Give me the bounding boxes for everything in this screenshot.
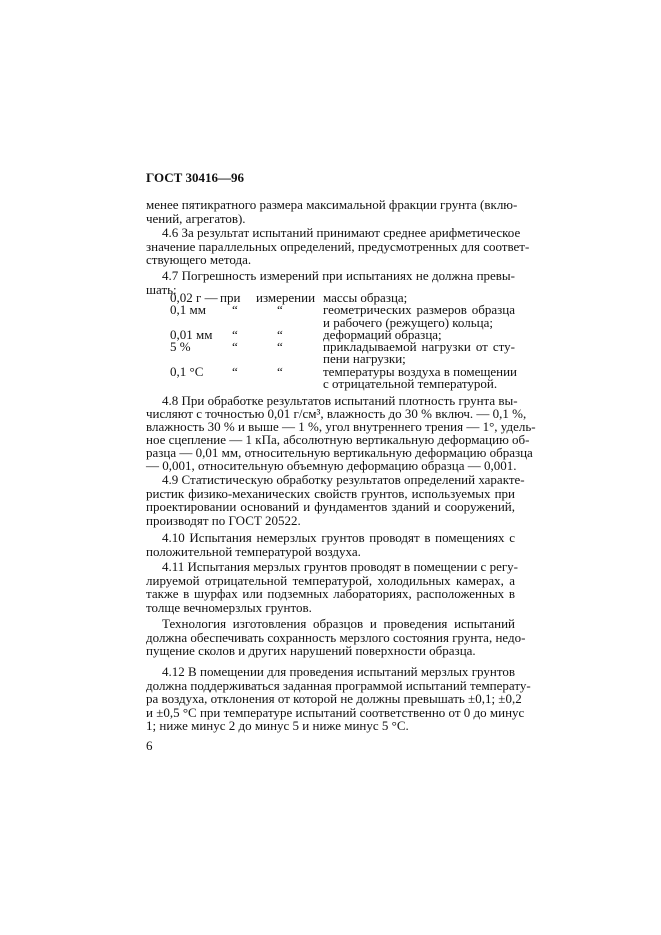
cell-pri: “ — [232, 363, 238, 379]
paragraph-4-8 — [146, 393, 536, 473]
paragraph-4-6 — [146, 225, 530, 268]
cell-pri: “ — [232, 326, 238, 342]
text-line: ристик физико-механических свойств грунтов, используемых при — [146, 485, 515, 501]
cell-value: 5 % — [170, 339, 191, 355]
cell-value: 0,02 г — — [170, 290, 218, 305]
page-number: 6 — [146, 738, 153, 753]
cell-pri: “ — [232, 339, 238, 355]
text-line: числяют с точностью 0,01 г/см³, влажность до 30 % включ. — 0,1 %, — [146, 406, 527, 421]
cell-izm: “ — [277, 326, 283, 342]
text-line: 4.8 При обработке результатов испытаний плотность грунта вы- — [162, 393, 518, 408]
text-line: Технология изготовления образцов и проведения испытаний — [162, 616, 515, 631]
text-line: ра воздуха, отклонения от которой не должны превышать ±0,1; ±0,2 — [146, 691, 522, 707]
cell-value: 0,1 °С — [170, 363, 204, 379]
text-line: шать: — [146, 281, 177, 297]
paragraph-tech — [146, 616, 526, 659]
text-line: ствующего метода. — [146, 252, 252, 268]
text-line: менее пятикратного размера максимальной фракции грунта (вклю- — [146, 197, 518, 212]
text-line: — 0,001, относительную объемную деформацию образца — 0,001. — [146, 458, 517, 473]
cell-izm: “ — [277, 363, 283, 379]
text-line: проектировании оснований и фундаментов зданий и сооружений, — [146, 499, 515, 515]
text-line: разца — 0,01 мм, относительную вертикальную деформацию образца — [146, 445, 533, 460]
cell-desc: и рабочего (режущего) кольца; — [323, 314, 494, 330]
cell-desc: пени нагрузки; — [323, 351, 406, 367]
cell-desc: геометрических размеров образца — [323, 302, 515, 318]
cell-desc: деформаций образца; — [323, 326, 442, 342]
cell-value: 0,1 мм — [170, 302, 206, 318]
text-line: чений, агрегатов). — [146, 210, 246, 226]
text-line: производят по ГОСТ 20522. — [146, 512, 301, 528]
paragraph-4-12 — [146, 664, 531, 734]
text-line: положительной температурой воздуха. — [146, 543, 361, 559]
text-line: толще вечномерзлых грунтов. — [146, 599, 312, 615]
text-line: 1; ниже минус 2 до минус 5 и ниже минус 5 °С. — [146, 718, 409, 734]
cell-desc: температуры воздуха в помещении — [323, 363, 517, 379]
text-line: 4.9 Статистическую обработку результатов определений характе- — [162, 472, 525, 487]
text-line: ное сцепление — 1 кПа, абсолютную вертикальную деформацию об- — [146, 432, 530, 447]
text-line: также в шурфах или подземных лабораториях, расположенных в — [146, 586, 515, 602]
cell-value: 0,01 мм — [170, 326, 213, 342]
text-line: влажность 30 % и выше — 1 %, угол внутреннего трения — 1°, удель- — [146, 419, 536, 434]
text-line: 4.7 Погрешность измерений при испытаниях не должна превы- — [162, 268, 515, 283]
text-line: значение параллельных определений, предусмотренных для соответ- — [146, 238, 530, 254]
cell-pri: при — [220, 290, 241, 305]
paragraph-4-9 — [146, 472, 525, 528]
cell-izm: “ — [277, 339, 283, 355]
cell-desc: прикладываемой нагрузки от сту- — [323, 339, 515, 355]
text-line: 4.11 Испытания мерзлых грунтов проводят в помещении с регу- — [162, 559, 519, 574]
text-line: 4.12 В помещении для проведения испытаний мерзлых грунтов — [162, 664, 515, 679]
cell-pri: “ — [232, 302, 238, 318]
table-row — [170, 378, 515, 390]
text-line: и ±0,5 °С при температуре испытаний соответственно от 0 до минус — [146, 704, 525, 720]
text-line: должна поддерживаться заданная программой испытаний температу- — [146, 677, 531, 693]
cell-desc: с отрицательной температурой. — [323, 376, 498, 392]
text-line: должна обеспечивать сохранность мерзлого состояния грунта, недо- — [146, 629, 526, 645]
text-line: 4.10 Испытания немерзлых грунтов проводят в помещениях с — [162, 530, 515, 545]
text-line: лируемой отрицательной температурой, холодильных камерах, а — [146, 572, 515, 588]
text-line: пущение сколов и других нарушений поверхности образца. — [146, 643, 476, 659]
cell-desc: массы образца; — [323, 290, 408, 305]
cell-izm: измерении — [256, 290, 316, 305]
paragraph-4-10 — [146, 531, 515, 558]
paragraph-4-11 — [146, 559, 519, 615]
paragraph-cont — [146, 197, 518, 226]
text-line: 4.6 За результат испытаний принимают среднее арифметическое — [162, 225, 521, 240]
document-header: ГОСТ 30416—96 — [146, 170, 245, 185]
cell-izm: “ — [277, 302, 283, 318]
tolerance-table — [170, 292, 515, 390]
